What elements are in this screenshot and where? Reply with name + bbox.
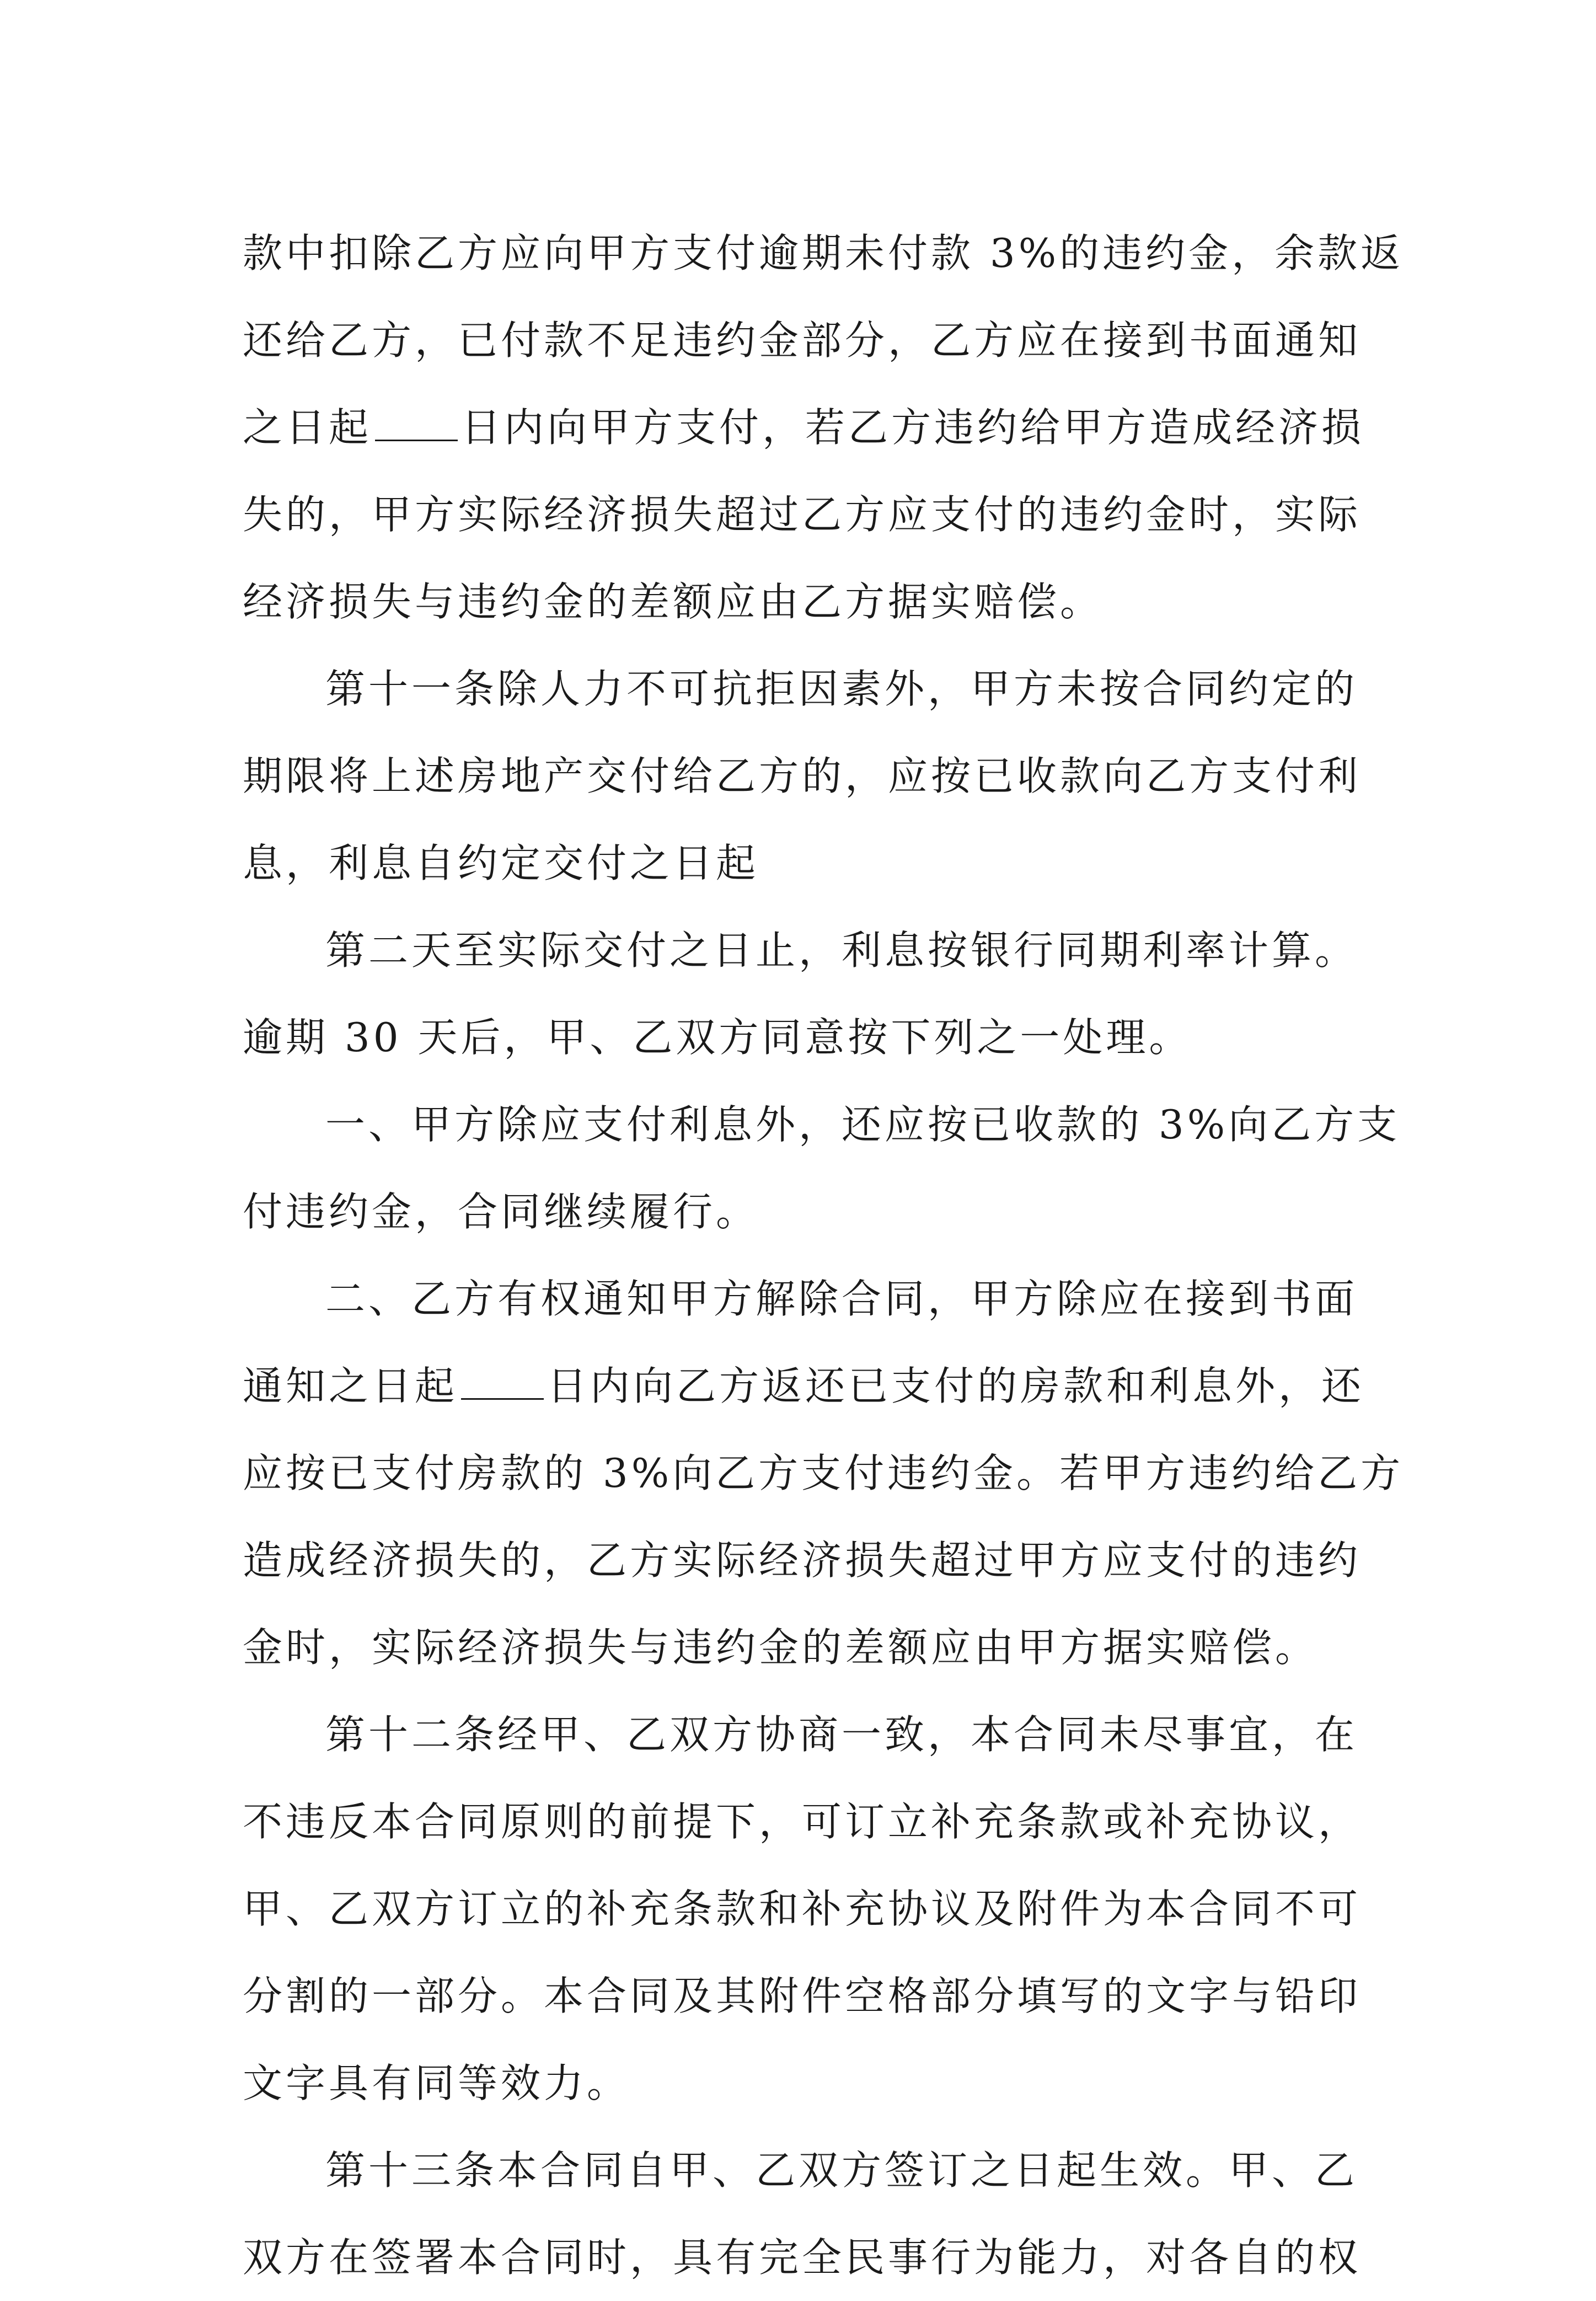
text-line: [243, 1517, 1379, 1604]
text-line-content: 付违约金，合同继续履行。: [243, 1189, 759, 1235]
fill-in-blank: [461, 1367, 544, 1400]
contract-body-text: [243, 210, 1404, 2301]
text-line: [243, 907, 1379, 994]
text-line: [243, 1342, 1379, 1430]
text-line: [243, 1865, 1379, 1952]
text-line: [243, 1604, 1379, 1691]
text-line-content: 第二天至实际交付之日止，利息按银行同期利率计算。: [325, 927, 1358, 973]
text-line-content: 期限将上述房地产交付给乙方的，应按已收款向乙方支付利: [243, 753, 1362, 799]
text-line-content: 一、甲方除应支付利息外，还应按已收款的 3%向乙方支: [325, 1101, 1401, 1148]
text-line: [243, 645, 1379, 732]
fill-in-blank: [375, 409, 458, 441]
text-line-content: 文字具有同等效力。: [243, 2060, 630, 2106]
text-line: [243, 1691, 1379, 1778]
text-line-content: 应按已支付房款的 3%向乙方支付违约金。若甲方违约给乙方: [243, 1450, 1404, 1496]
text-line: [243, 732, 1379, 820]
text-line: [243, 2214, 1379, 2301]
text-line: [243, 297, 1379, 384]
text-line: [243, 820, 1379, 907]
text-line-content: 逾期 30 天后，甲、乙双方同意按下列之一处理。: [243, 1014, 1192, 1061]
text-line: [243, 994, 1379, 1081]
text-line: [243, 384, 1379, 471]
text-line-content: 日内向乙方返还已支付的房款和利息外，还: [547, 1363, 1365, 1409]
text-line: [243, 1778, 1379, 1865]
text-line-content: 经济损失与违约金的差额应由乙方据实赔偿。: [243, 579, 1104, 625]
text-line-content: 二、乙方有权通知甲方解除合同，甲方除应在接到书面: [325, 1276, 1358, 1322]
text-line: [243, 471, 1379, 558]
text-line-content: 第十三条本合同自甲、乙双方签订之日起生效。甲、乙: [325, 2147, 1358, 2193]
text-line-content: 之日起: [243, 404, 372, 451]
text-line: [243, 1952, 1379, 2040]
text-line: [243, 1081, 1401, 1168]
text-line-content: 第十二条经甲、乙双方协商一致，本合同未尽事宜，在: [325, 1711, 1358, 1758]
text-line: [243, 2127, 1379, 2214]
text-line-content: 第十一条除人力不可抗拒因素外，甲方未按合同约定的: [325, 666, 1358, 712]
text-line-content: 日内向甲方支付，若乙方违约给甲方造成经济损: [461, 404, 1365, 451]
text-line-content: 不违反本合同原则的前提下，可订立补充条款或补充协议，: [243, 1799, 1362, 1845]
text-line: [243, 1430, 1404, 1517]
text-line-content: 甲、乙双方订立的补充条款和补充协议及附件为本合同不可: [243, 1886, 1362, 1932]
text-line-content: 双方在签署本合同时，具有完全民事行为能力，对各自的权: [243, 2234, 1362, 2281]
text-line-content: 金时，实际经济损失与违约金的差额应由甲方据实赔偿。: [243, 1624, 1319, 1671]
text-line-content: 通知之日起: [243, 1363, 458, 1409]
text-line-content: 还给乙方，已付款不足违约金部分，乙方应在接到书面通知: [243, 317, 1362, 363]
text-line-content: 分割的一部分。本合同及其附件空格部分填写的文字与铅印: [243, 1973, 1362, 2019]
text-line: [243, 558, 1379, 645]
text-line-content: 失的，甲方实际经济损失超过乙方应支付的违约金时，实际: [243, 491, 1362, 538]
text-line-content: 造成经济损失的，乙方实际经济损失超过甲方应支付的违约: [243, 1537, 1362, 1583]
text-line: [243, 2040, 1379, 2127]
text-line: [243, 210, 1404, 297]
text-line-content: 款中扣除乙方应向甲方支付逾期未付款 3%的违约金，余款返: [243, 230, 1404, 276]
text-line-content: 息，利息自约定交付之日起: [243, 840, 759, 886]
text-line: [243, 1255, 1379, 1342]
text-line: [243, 1168, 1379, 1255]
